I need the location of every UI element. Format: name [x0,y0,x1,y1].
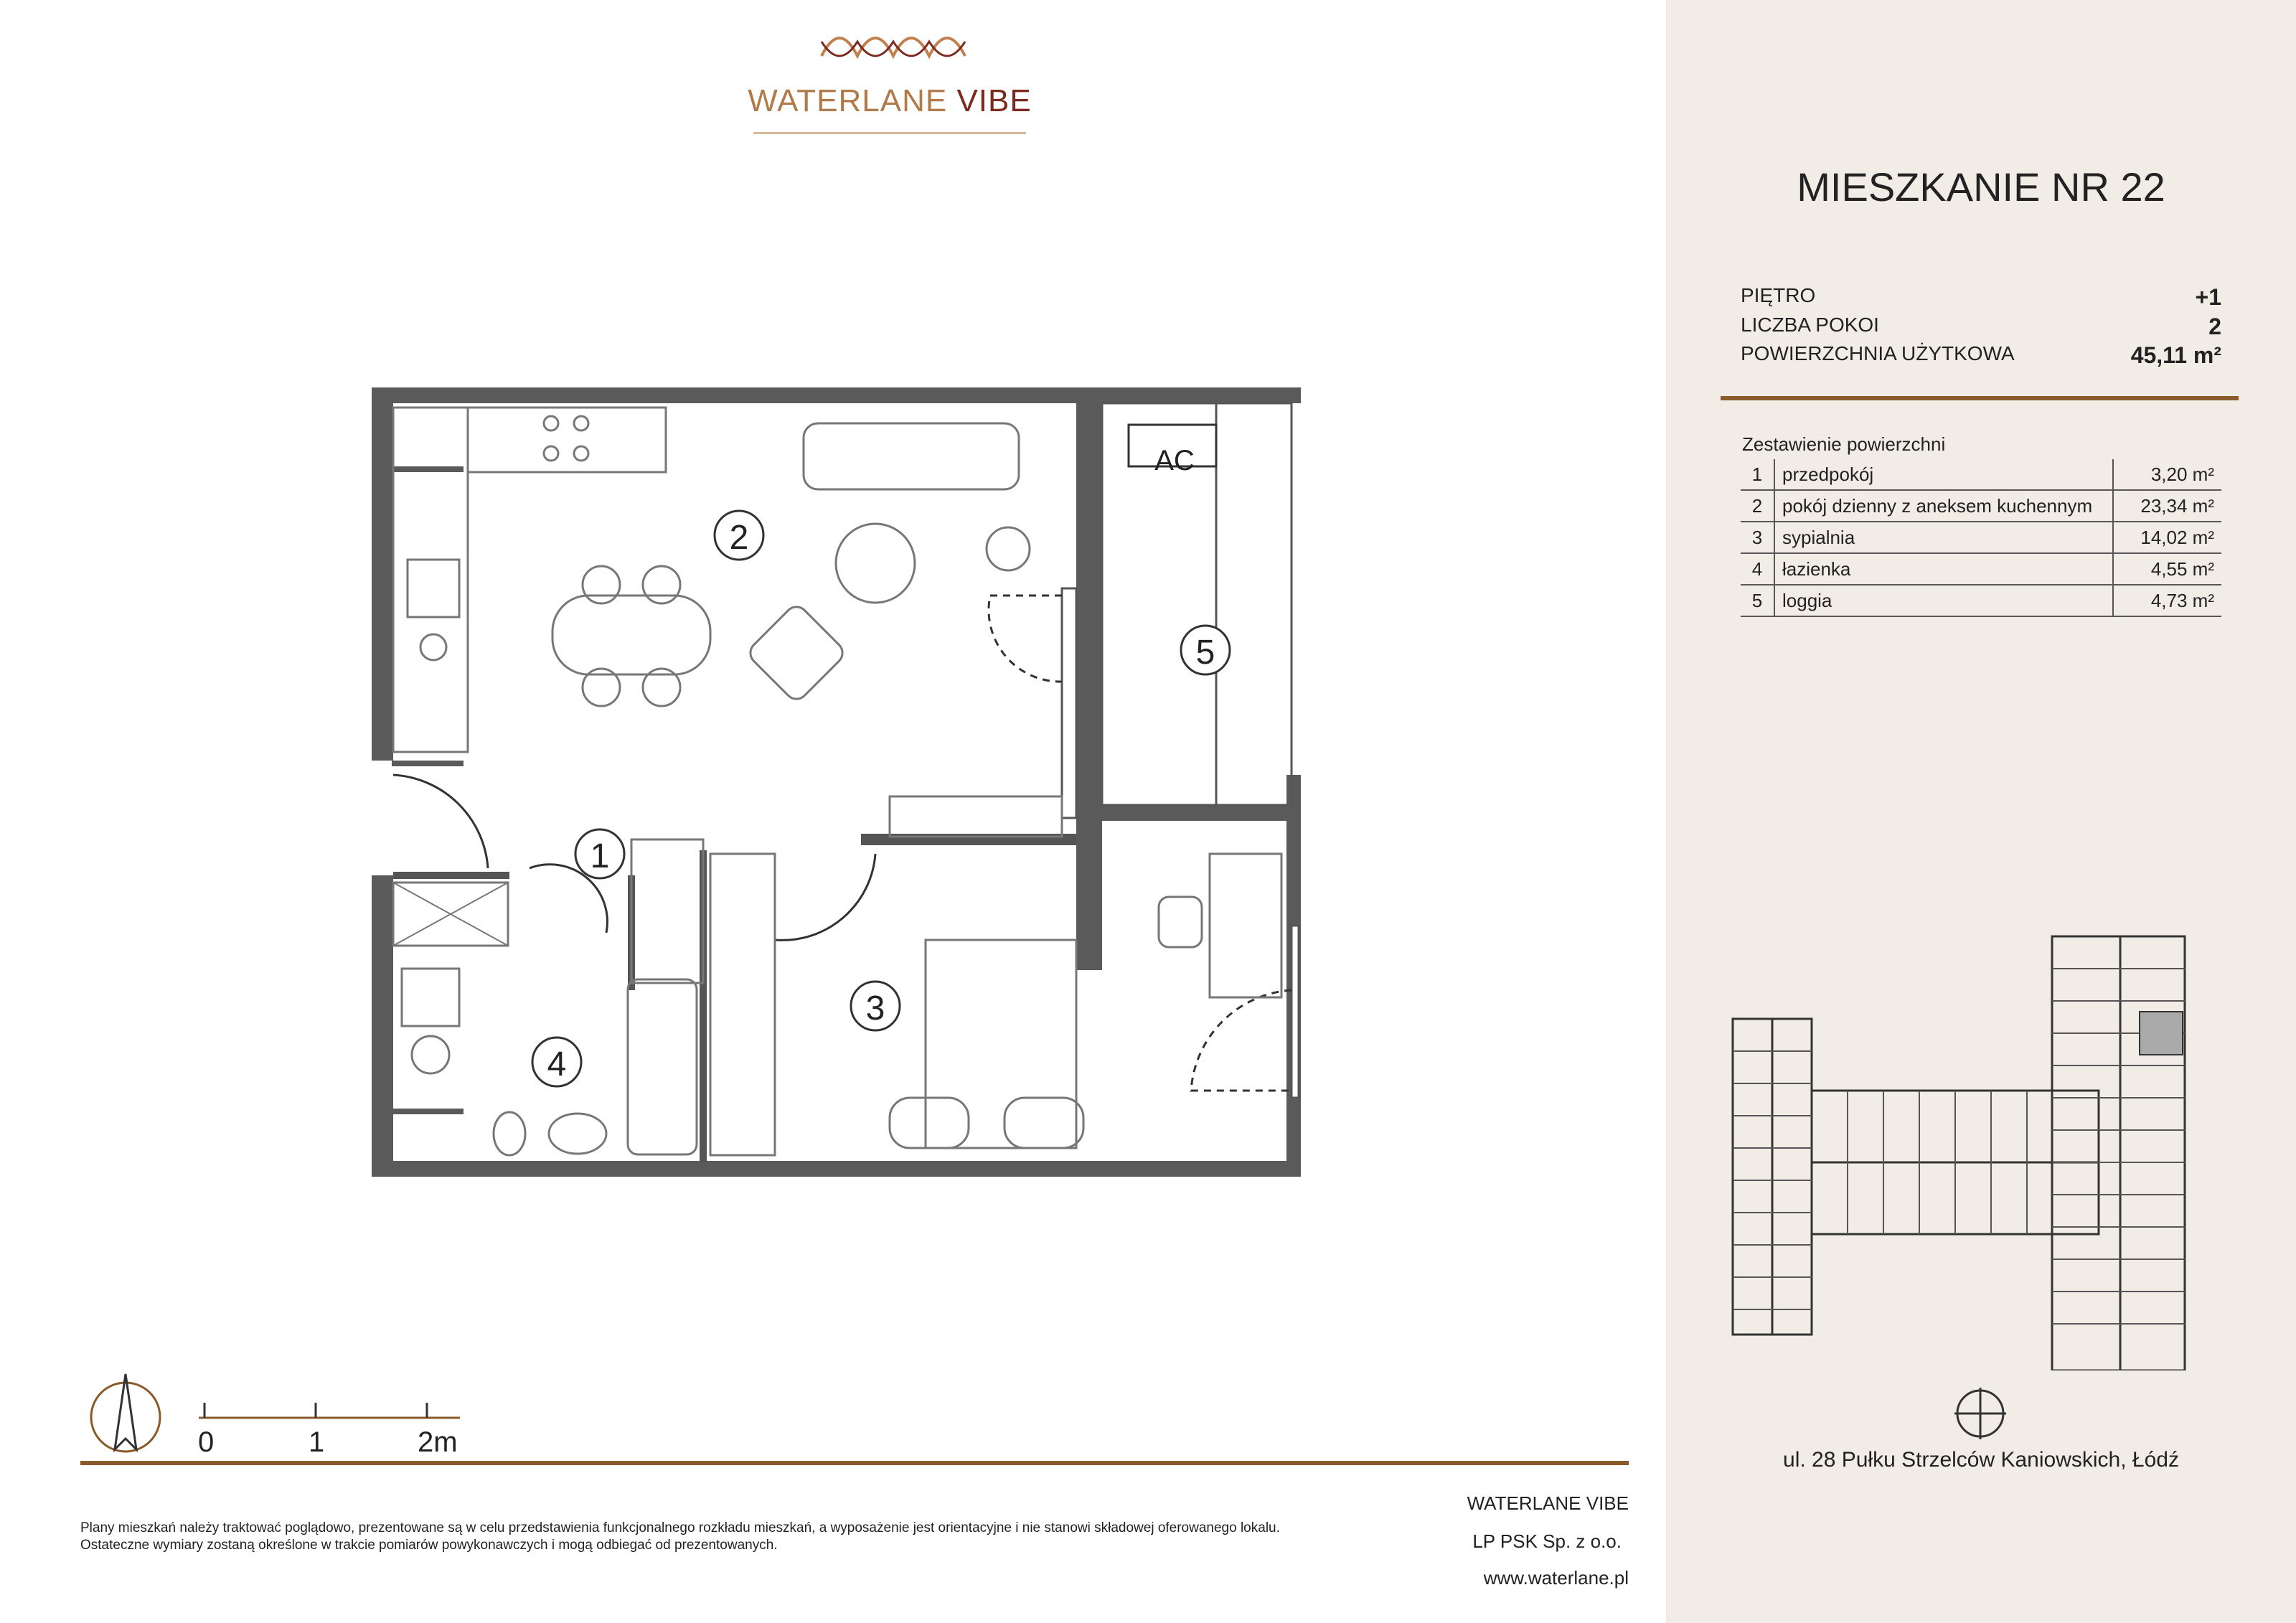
sidebar-panel [1666,0,2296,1623]
areas-title: Zestawienie powierzchni [1742,433,1946,455]
room-2-label: 2 [729,519,749,557]
footer-website-link[interactable]: www.waterlane.pl [1483,1567,1629,1589]
building-key-plan [1729,926,2224,1370]
ac-label: AC [1154,445,1195,476]
footer-brand: WATERLANE VIBE [1467,1492,1629,1514]
footer-company: LP PSK Sp. z o.o. [1472,1530,1622,1552]
compass-icon [1952,1385,2009,1442]
info-divider [1721,396,2239,400]
table-row: 5 loggia 4,73 m² [1741,585,2221,616]
scale-tick-0: 0 [198,1426,215,1458]
scale-bar [197,1399,463,1428]
highlighted-unit [2140,1012,2183,1055]
brand-underline [753,132,1026,134]
room-1-label: 1 [590,837,610,875]
info-area: POWIERZCHNIA UŻYTKOWA 45,11 m² [1741,342,2221,368]
disclaimer: Plany mieszkań należy traktować poglądowo, prezentowane są w celu przedstawienia funkcjonalnego rozkładu mieszkań, a wyposażenie jest orientacyjne i nie stanowi składowej oferowanego lokalu. Ostateczne wymiary zostaną określone w trakcie pomiarów powykonawczych i mogą odbiegać od prezentowanych. [80,1520,1280,1553]
table-row: 2 pokój dzienny z aneksem kuchennym 23,34 m² [1741,490,2221,522]
north-arrow-icon [86,1370,165,1464]
table-row: 3 sypialnia 14,02 m² [1741,522,2221,553]
table-row: 4 łazienka 4,55 m² [1741,553,2221,585]
sofa [804,423,1019,489]
table-row: 1 przedpokój 3,20 m² [1741,459,2221,490]
info-rooms: LICZBA POKOI 2 [1741,314,2221,339]
room-4-label: 4 [547,1045,567,1083]
scale-tick-2: 2m [418,1426,458,1458]
logo-waves-icon [818,20,969,63]
brand-name: WATERLANE VIBE [748,83,1032,118]
scale-tick-1: 1 [309,1426,325,1458]
footer-divider [80,1461,1629,1465]
room-3-label: 3 [865,989,885,1027]
walls [372,387,1301,1177]
apartment-title: MIESZKANIE NR 22 [1797,164,2165,210]
floor-plan [359,380,1335,1191]
areas-table [1741,459,2221,617]
room-5-label: 5 [1195,634,1215,672]
bed [926,940,1076,1148]
address: ul. 28 Pułku Strzelców Kaniowskich, Łódź [1783,1448,2179,1472]
info-floor: PIĘTRO +1 [1741,284,2221,310]
dining-table [552,596,710,674]
